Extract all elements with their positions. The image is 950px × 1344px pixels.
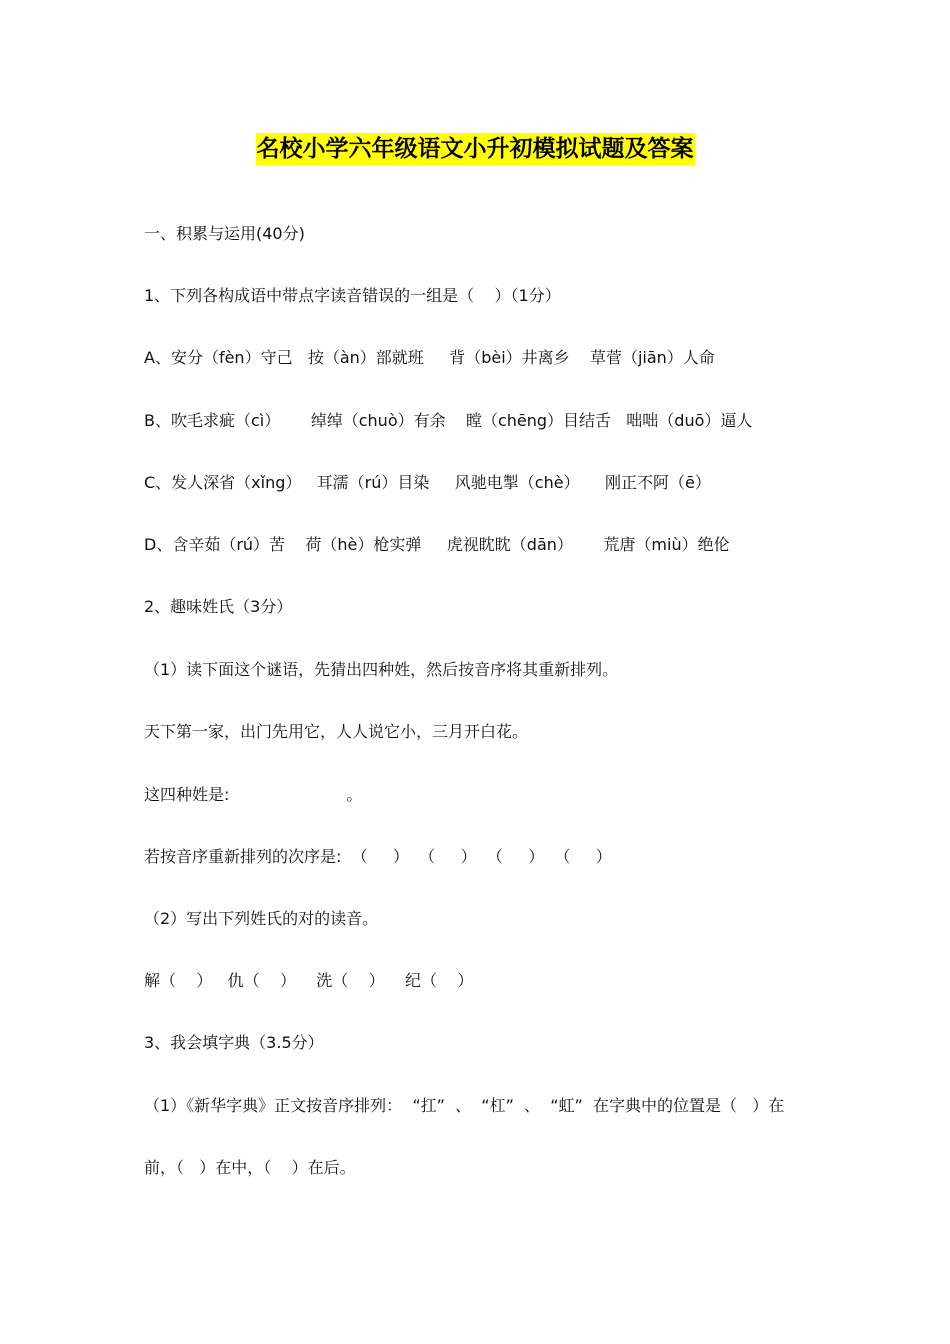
surname-pronunciation-blanks: 解（ ） 仇（ ） 洗（ ） 纪（ ）: [144, 971, 474, 990]
title-wrapper: [0, 133, 950, 165]
four-surnames-blank: 这四种姓是: 。: [144, 785, 363, 804]
question-3: 3、我会填字典（3.5分）: [144, 1033, 324, 1052]
option-a: A、安分（fèn）守己 按（àn）部就班 背（bèi）井离乡 草菅（jiān）人命: [144, 348, 715, 367]
option-d: D、含辛茹（rú）苦 荷（hè）枪实弹 虎视眈眈（dān） 荒唐（miù）绝伦: [144, 535, 730, 554]
question-2: 2、趣味姓氏（3分）: [144, 597, 293, 616]
sort-order-blanks: 若按音序重新排列的次序是: （ ） （ ） （ ） （ ）: [144, 847, 612, 866]
option-b: B、吹毛求疵（cì） 绰绰（chuò）有余 瞠（chēng）目结舌 咄咄（duō）逼人: [144, 411, 753, 430]
document-title: 名校小学六年级语文小升初模拟试题及答案: [256, 133, 695, 165]
section-heading-accumulation: 一、积累与运用(40分): [144, 224, 305, 243]
question-2-part-1: （1）读下面这个谜语，先猜出四种姓，然后按音序将其重新排列。: [144, 660, 619, 679]
question-2-part-2: （2）写出下列姓氏的对的读音。: [144, 909, 379, 928]
option-c: C、发人深省（xǐng） 耳濡（rú）目染 风驰电掣（chè） 刚正不阿（ē）: [144, 473, 711, 492]
question-1: 1、下列各构成语中带点字读音错误的一组是（ ）（1分）: [144, 286, 561, 305]
riddle-text: 天下第一家，出门先用它，人人说它小，三月开白花。: [144, 722, 529, 741]
question-3-part-1: （1）《新华字典》正文按音序排列： “扛” 、 “杠” 、 “虹” 在字典中的位置是（ ）在: [144, 1096, 785, 1115]
question-3-part-1-continued: 前，（ ）在中，（ ）在后。: [144, 1158, 356, 1177]
